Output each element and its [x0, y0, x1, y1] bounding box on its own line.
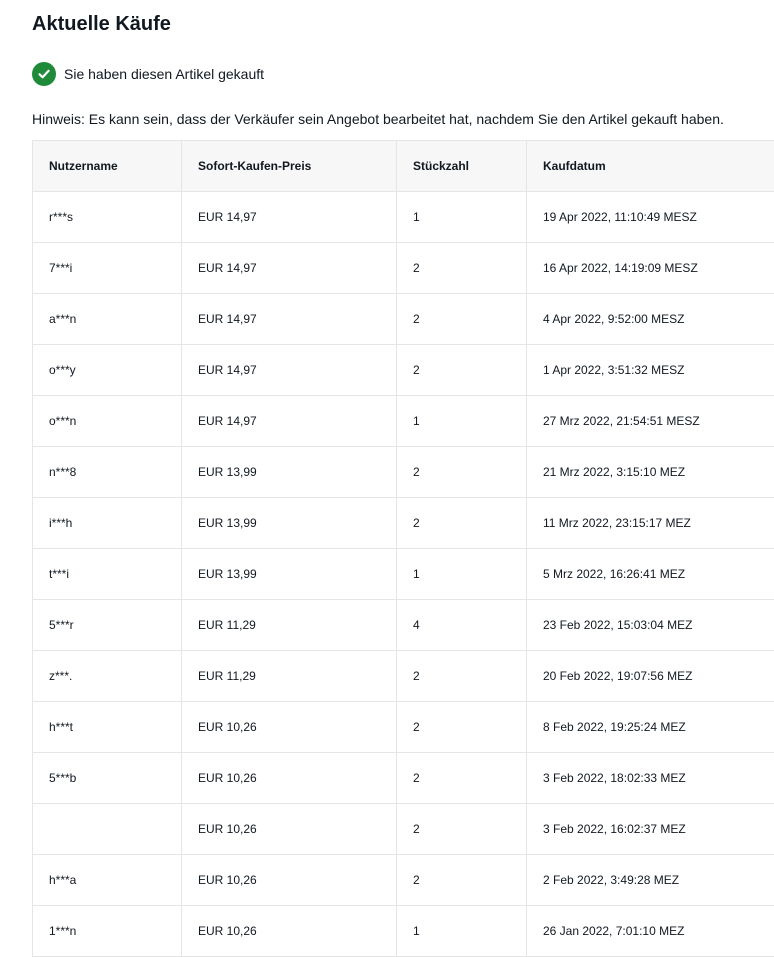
cell-date: 3 Feb 2022, 16:02:37 MEZ: [527, 804, 774, 855]
table-header-row: [33, 141, 774, 192]
table-row: [33, 855, 774, 906]
table-row: [33, 906, 774, 957]
table-row: [33, 651, 774, 702]
cell-date: 8 Feb 2022, 19:25:24 MEZ: [527, 702, 774, 753]
status-text: Sie haben diesen Artikel gekauft: [64, 66, 265, 82]
cell-qty: 2: [397, 447, 527, 498]
table-row: [33, 600, 774, 651]
cell-user: i***h: [33, 498, 182, 549]
cell-qty: 2: [397, 498, 527, 549]
cell-date: 2 Feb 2022, 3:49:28 MEZ: [527, 855, 774, 906]
cell-price: EUR 10,26: [182, 702, 397, 753]
check-circle-icon: [32, 62, 56, 86]
cell-qty: 2: [397, 243, 527, 294]
cell-qty: 2: [397, 294, 527, 345]
cell-date: 21 Mrz 2022, 3:15:10 MEZ: [527, 447, 774, 498]
cell-qty: 1: [397, 549, 527, 600]
cell-date: 11 Mrz 2022, 23:15:17 MEZ: [527, 498, 774, 549]
cell-qty: 2: [397, 753, 527, 804]
cell-qty: 2: [397, 855, 527, 906]
cell-user: a***n: [33, 294, 182, 345]
cell-price: EUR 13,99: [182, 549, 397, 600]
cell-price: EUR 10,26: [182, 855, 397, 906]
header-price: Sofort-Kaufen-Preis: [182, 141, 397, 192]
cell-user: n***8: [33, 447, 182, 498]
table-row: [33, 396, 774, 447]
cell-date: 3 Feb 2022, 18:02:33 MEZ: [527, 753, 774, 804]
purchases-table: [32, 140, 774, 957]
cell-qty: 2: [397, 345, 527, 396]
cell-date: 5 Mrz 2022, 16:26:41 MEZ: [527, 549, 774, 600]
cell-date: 20 Feb 2022, 19:07:56 MEZ: [527, 651, 774, 702]
cell-price: EUR 14,97: [182, 345, 397, 396]
table-row: [33, 294, 774, 345]
cell-user: 7***i: [33, 243, 182, 294]
cell-price: EUR 10,26: [182, 804, 397, 855]
cell-date: 26 Jan 2022, 7:01:10 MEZ: [527, 906, 774, 957]
header-qty: Stückzahl: [397, 141, 527, 192]
cell-qty: 2: [397, 651, 527, 702]
cell-user: 5***r: [33, 600, 182, 651]
cell-qty: 2: [397, 804, 527, 855]
cell-user: r***s: [33, 192, 182, 243]
table-row: [33, 498, 774, 549]
cell-date: 1 Apr 2022, 3:51:32 MESZ: [527, 345, 774, 396]
cell-qty: 1: [397, 396, 527, 447]
cell-qty: 1: [397, 906, 527, 957]
cell-price: EUR 10,26: [182, 753, 397, 804]
hint-text: Hinweis: Es kann sein, dass der Verkäufer sein Angebot bearbeitet hat, nachdem Sie den Artikel gekauft haben.: [32, 111, 724, 127]
cell-user: h***a: [33, 855, 182, 906]
cell-user: 5***b: [33, 753, 182, 804]
cell-price: EUR 10,26: [182, 906, 397, 957]
cell-user: z***.: [33, 651, 182, 702]
cell-user: t***i: [33, 549, 182, 600]
purchases-table-container: [32, 140, 774, 957]
table-body: [33, 192, 774, 957]
cell-date: 4 Apr 2022, 9:52:00 MESZ: [527, 294, 774, 345]
header-date: Kaufdatum: [527, 141, 774, 192]
cell-date: 16 Apr 2022, 14:19:09 MESZ: [527, 243, 774, 294]
cell-user: o***n: [33, 396, 182, 447]
cell-price: EUR 14,97: [182, 243, 397, 294]
cell-price: EUR 11,29: [182, 600, 397, 651]
table-row: [33, 702, 774, 753]
cell-price: EUR 14,97: [182, 192, 397, 243]
cell-qty: 2: [397, 702, 527, 753]
table-row: [33, 549, 774, 600]
cell-qty: 4: [397, 600, 527, 651]
purchase-status: [32, 61, 264, 87]
cell-price: EUR 13,99: [182, 498, 397, 549]
cell-price: EUR 11,29: [182, 651, 397, 702]
cell-date: 23 Feb 2022, 15:03:04 MEZ: [527, 600, 774, 651]
cell-qty: 1: [397, 192, 527, 243]
cell-user: o***y: [33, 345, 182, 396]
cell-user: h***t: [33, 702, 182, 753]
table-row: [33, 447, 774, 498]
table-row: [33, 345, 774, 396]
cell-price: EUR 14,97: [182, 294, 397, 345]
cell-date: 19 Apr 2022, 11:10:49 MESZ: [527, 192, 774, 243]
cell-price: EUR 14,97: [182, 396, 397, 447]
header-user: Nutzername: [33, 141, 182, 192]
cell-price: EUR 13,99: [182, 447, 397, 498]
table-row: [33, 243, 774, 294]
cell-user: [33, 804, 182, 855]
table-row: [33, 753, 774, 804]
table-row: [33, 192, 774, 243]
cell-user: 1***n: [33, 906, 182, 957]
page-title: Aktuelle Käufe: [32, 13, 171, 35]
table-row: [33, 804, 774, 855]
cell-date: 27 Mrz 2022, 21:54:51 MESZ: [527, 396, 774, 447]
